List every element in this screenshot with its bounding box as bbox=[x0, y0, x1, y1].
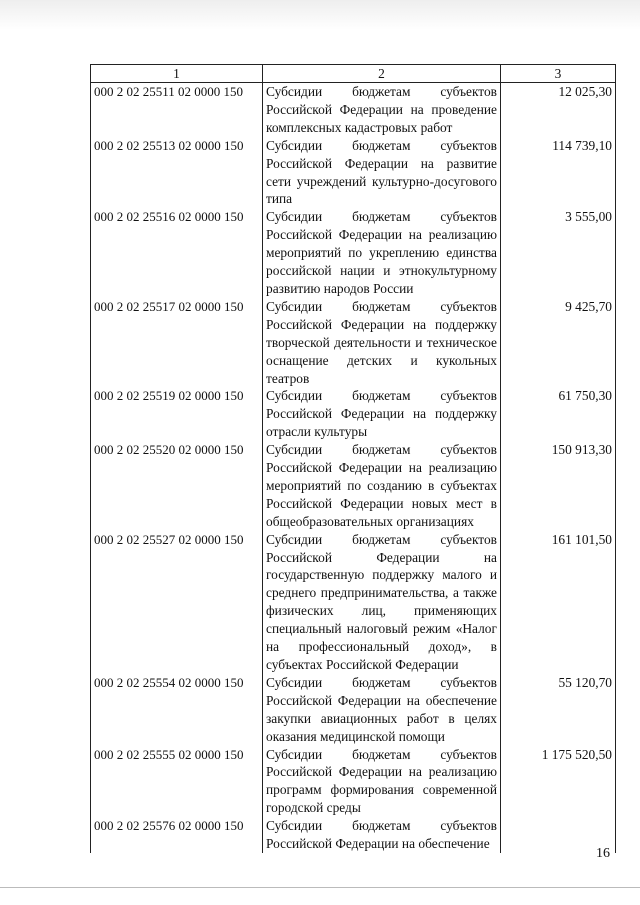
subsidy-description: Субсидии бюджетам субъектов Российской Федерации на обеспечение закупки авиационных работ в целях оказания медицинской помощи bbox=[263, 674, 501, 746]
subsidy-description: Субсидии бюджетам субъектов Российской Федерации на проведение комплексных кадастровых работ bbox=[263, 83, 501, 137]
table-row bbox=[91, 83, 616, 137]
table-row bbox=[91, 817, 616, 853]
scan-top-shading bbox=[0, 0, 640, 30]
budget-code: 000 2 02 25519 02 0000 150 bbox=[91, 387, 263, 441]
subsidy-description: Субсидии бюджетам субъектов Российской Федерации на обеспечение bbox=[263, 817, 501, 853]
budget-code: 000 2 02 25516 02 0000 150 bbox=[91, 208, 263, 298]
subsidy-description: Субсидии бюджетам субъектов Российской Федерации на поддержку творческой деятельности и техническое оснащение детских и кукольных театров bbox=[263, 298, 501, 388]
budget-code: 000 2 02 25513 02 0000 150 bbox=[91, 137, 263, 209]
table-row bbox=[91, 674, 616, 746]
table-row bbox=[91, 531, 616, 674]
subsidy-amount: 12 025,30 bbox=[501, 83, 616, 137]
budget-code: 000 2 02 25520 02 0000 150 bbox=[91, 441, 263, 531]
scan-bottom-edge bbox=[0, 887, 640, 888]
subsidy-amount: 3 555,00 bbox=[501, 208, 616, 298]
subsidy-amount: 1 175 520,50 bbox=[501, 746, 616, 818]
subsidy-amount: 150 913,30 bbox=[501, 441, 616, 531]
table-row bbox=[91, 208, 616, 298]
table-row bbox=[91, 137, 616, 209]
budget-code: 000 2 02 25527 02 0000 150 bbox=[91, 531, 263, 674]
subsidy-description: Субсидии бюджетам субъектов Российской Федерации на реализацию программ формирования современной городской среды bbox=[263, 746, 501, 818]
subsidy-amount: 114 739,10 bbox=[501, 137, 616, 209]
table-row bbox=[91, 298, 616, 388]
subsidy-description: Субсидии бюджетам субъектов Российской Федерации на развитие сети учреждений культурно-досугового типа bbox=[263, 137, 501, 209]
subsidy-amount: 61 750,30 bbox=[501, 387, 616, 441]
table-row bbox=[91, 441, 616, 531]
column-header-1: 1 bbox=[91, 65, 263, 83]
subsidy-description: Субсидии бюджетам субъектов Российской Федерации на государственную поддержку малого и среднего предпринимательства, а также физических лиц, применяющих специальный налоговый режим «Налог на профессиональный доход», в субъектах Российской Федерации bbox=[263, 531, 501, 674]
subsidy-description: Субсидии бюджетам субъектов Российской Федерации на реализацию мероприятий по укреплению единства российской нации и этнокультурному развитию народов России bbox=[263, 208, 501, 298]
budget-code: 000 2 02 25554 02 0000 150 bbox=[91, 674, 263, 746]
subsidy-amount: 9 425,70 bbox=[501, 298, 616, 388]
page-number: 16 bbox=[596, 846, 610, 861]
subsidy-amount: 55 120,70 bbox=[501, 674, 616, 746]
subsidy-description: Субсидии бюджетам субъектов Российской Федерации на поддержку отрасли культуры bbox=[263, 387, 501, 441]
subsidy-description: Субсидии бюджетам субъектов Российской Федерации на реализацию мероприятий по созданию в субъектах Российской Федерации новых мест в общеобразовательных организациях bbox=[263, 441, 501, 531]
budget-table bbox=[90, 64, 616, 853]
table-row bbox=[91, 387, 616, 441]
budget-code: 000 2 02 25555 02 0000 150 bbox=[91, 746, 263, 818]
subsidy-amount: 161 101,50 bbox=[501, 531, 616, 674]
header-row bbox=[91, 65, 616, 83]
column-header-3: 3 bbox=[501, 65, 616, 83]
budget-code: 000 2 02 25576 02 0000 150 bbox=[91, 817, 263, 853]
column-header-2: 2 bbox=[263, 65, 501, 83]
budget-code: 000 2 02 25517 02 0000 150 bbox=[91, 298, 263, 388]
budget-code: 000 2 02 25511 02 0000 150 bbox=[91, 83, 263, 137]
table-row bbox=[91, 746, 616, 818]
